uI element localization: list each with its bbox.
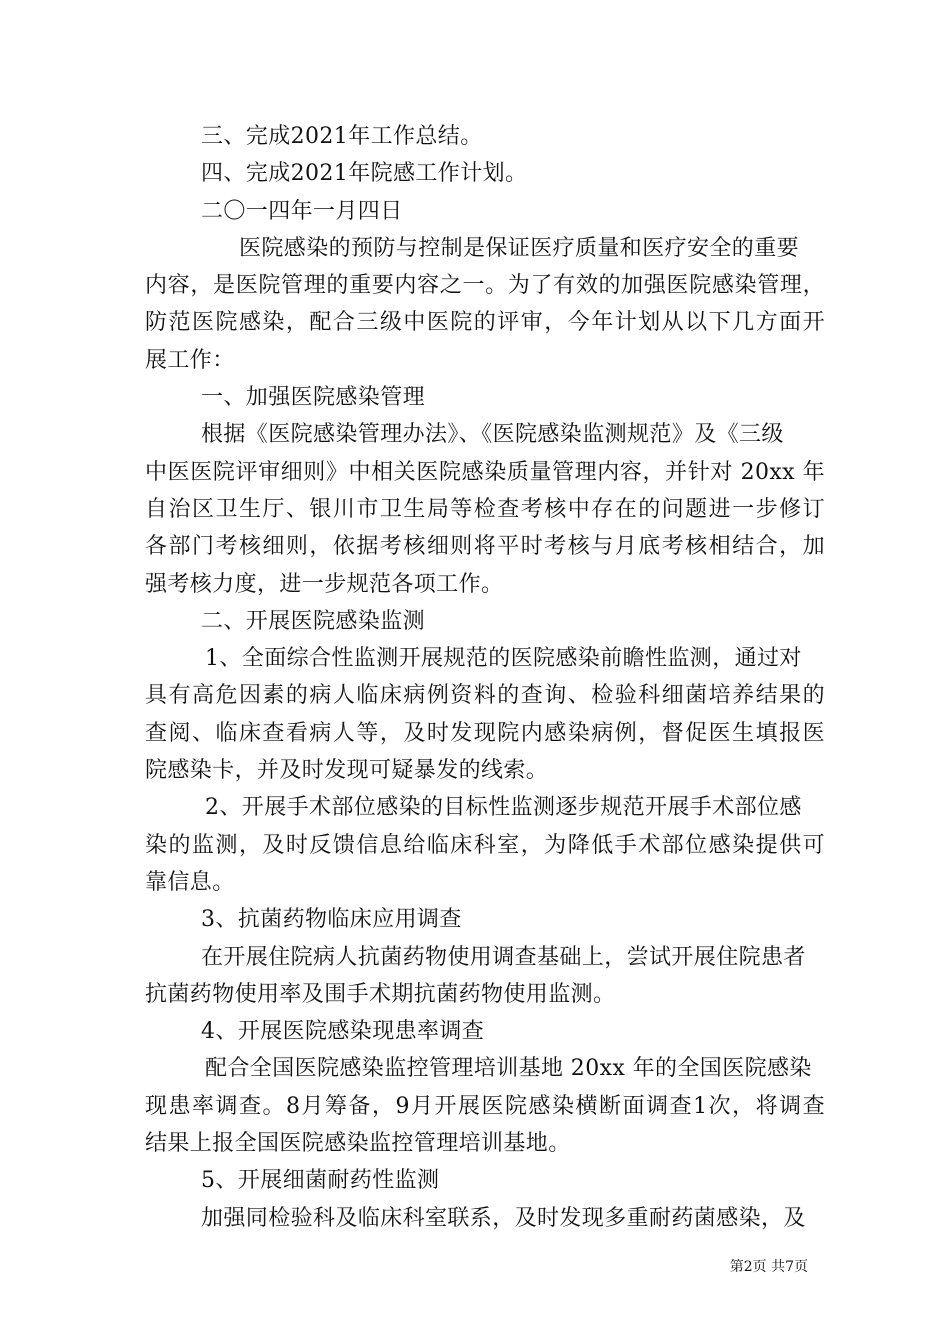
text-line: 加强同检验科及临床科室联系，及时发现多重耐药菌感染，及: [201, 1205, 806, 1231]
text-line: 自治区卫生厅、银川市卫生局等检查考核中存在的问题进一步修订: [145, 496, 825, 522]
text-line: 内容，是医院管理的重要内容之一。为了有效的加强医院感染管理，: [145, 273, 825, 299]
section-heading: 4、开展医院感染现患率调查: [201, 1019, 485, 1045]
text-line: 现患率调查。8月筹备，9月开展医院感染横断面调查1次，将调查: [145, 1093, 825, 1119]
text-line: 四、完成2021年院感工作计划。: [201, 161, 528, 187]
section-heading: 3、抗菌药物临床应用调查: [201, 907, 462, 933]
text-line: 医院感染的预防与控制是保证医疗质量和医疗安全的重要: [239, 235, 800, 261]
text-line: 院感染卡，并及时发现可疑暴发的线索。: [145, 758, 549, 784]
text-line: 1、全面综合性监测开展规范的医院感染前瞻性监测，通过对: [205, 646, 802, 672]
text-line: 染的监测，及时反馈信息给临床科室，为降低手术部位感染提供可: [145, 832, 825, 858]
text-line: 展工作：: [145, 347, 235, 373]
document-body: [145, 118, 825, 1237]
text-line: 抗菌药物使用率及围手术期抗菌药物使用监测。: [145, 981, 616, 1007]
text-line: 2、开展手术部位感染的目标性监测逐步规范开展手术部位感: [205, 795, 802, 821]
text-line: 配合全国医院感染监控管理培训基地 20xx 年的全国医院感染: [205, 1056, 812, 1082]
text-line: 防范医院感染，配合三级中医院的评审，今年计划从以下几方面开: [145, 310, 825, 336]
date-line: 二〇一四年一月四日: [201, 198, 403, 224]
section-heading: 一、加强医院感染管理: [201, 385, 426, 411]
text-line: 靠信息。: [145, 869, 235, 895]
text-line: 根据《医院感染管理办法》、《医院感染监测规范》及《三级: [201, 422, 784, 448]
section-heading: 二、开展医院感染监测: [201, 608, 426, 634]
text-line: 查阅、临床查看病人等，及时发现院内感染病例，督促医生填报医: [145, 720, 825, 746]
text-line: 在开展住院病人抗菌药物使用调查基础上，尝试开展住院患者: [201, 944, 806, 970]
text-line: 具有高危因素的病人临床病例资料的查询、检验科细菌培养结果的: [145, 683, 825, 709]
text-line: 三、完成2021年工作总结。: [201, 124, 483, 149]
text-line: 各部门考核细则，依据考核细则将平时考核与月底考核相结合，加: [145, 534, 825, 560]
text-line: 中医医院评审细则》中相关医院感染质量管理内容，并针对 20xx 年: [145, 459, 825, 485]
text-line: 强考核力度，进一步规范各项工作。: [145, 571, 504, 597]
page-number: 第2页 共7页: [729, 1259, 808, 1275]
section-heading: 5、开展细菌耐药性监测: [201, 1168, 440, 1194]
text-line: 结果上报全国医院感染监控管理培训基地。: [145, 1131, 571, 1157]
